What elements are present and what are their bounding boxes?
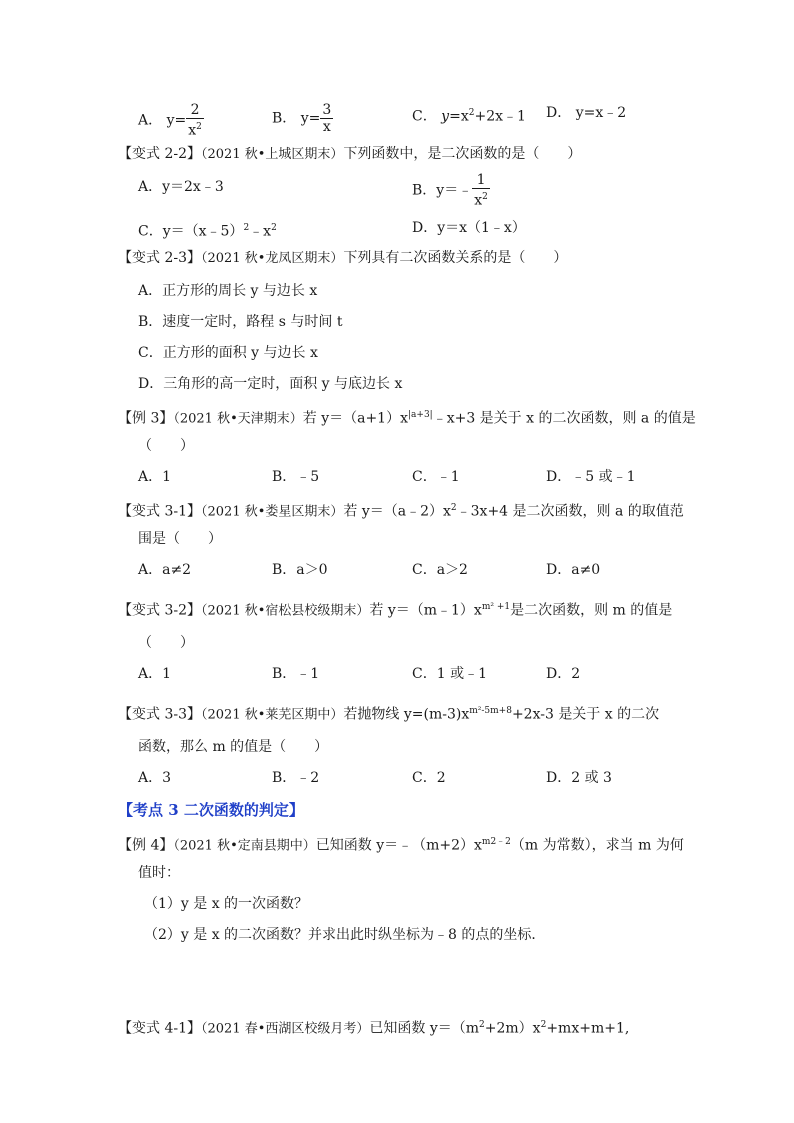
- question-tag: 【变式 4-1】: [118, 1020, 201, 1037]
- question-ex4-stem: [118, 833, 684, 856]
- option-a: A．正方形的周长 y 与边长 x: [138, 283, 318, 299]
- exponent: 2: [468, 108, 475, 118]
- denominator: [186, 119, 204, 139]
- exponent: 2: [540, 1020, 547, 1030]
- exponent: |a+3|: [408, 410, 433, 420]
- option-a: A．3: [138, 770, 172, 786]
- question-text: ﹣3x+4 是二次函数，则 a 的取值范: [456, 503, 684, 520]
- option-text: ﹣x: [249, 223, 272, 240]
- exponent: 2: [243, 223, 250, 233]
- exponent: m2﹣2: [481, 837, 511, 847]
- option-c: C．﹣1: [412, 469, 460, 485]
- option-b: B．速度一定时，路程 s 与时间 t: [138, 314, 343, 330]
- answer-paren: （ ）: [138, 635, 194, 651]
- question-text: 是二次函数，则 m 的值是: [510, 602, 673, 619]
- option-b: B．a＞0: [272, 562, 328, 578]
- question-source: （2021 秋•莱芜区期中）: [201, 707, 344, 723]
- question-source: （2021 秋•上城区期末）: [201, 147, 344, 162]
- question-text: 已知函数 y＝﹣（m+2）x: [315, 837, 482, 854]
- option-label: B．: [272, 110, 297, 127]
- denominator-base: x: [474, 192, 483, 209]
- option-d: [546, 104, 626, 122]
- option-d: D．2: [546, 666, 581, 682]
- question-v41-stem: [118, 1016, 629, 1039]
- denominator: [472, 189, 490, 209]
- option-a: A．1: [138, 666, 172, 682]
- option-c: C．正方形的面积 y 与边长 x: [138, 345, 318, 361]
- question-source: （2021 秋•宿松县校级期末）: [201, 603, 370, 619]
- exponent: 2: [479, 1020, 485, 1030]
- question-text: ﹣x+3 是关于 x 的二次函数，则 a 的值是: [432, 410, 696, 427]
- numerator: 1: [472, 172, 490, 189]
- question-source: （2021 秋•定南县期中）: [173, 838, 316, 854]
- denominator-base: x: [188, 122, 197, 139]
- option-c: C．a＞2: [412, 562, 468, 578]
- question-ex3-stem: [118, 406, 696, 429]
- exponent: 2: [482, 192, 488, 202]
- option-d: D．y＝x（1﹣x）: [412, 220, 526, 236]
- fraction: [320, 102, 333, 135]
- option-d: D．﹣5 或﹣1: [546, 469, 636, 485]
- option-b: [412, 172, 490, 209]
- exponent: 2: [450, 503, 457, 513]
- question-text: 若 y＝（m﹣1）x: [369, 602, 482, 619]
- option-c: [138, 219, 277, 241]
- option-label: C．: [412, 108, 437, 125]
- question-v22-stem: [118, 145, 581, 164]
- option-d: D．三角形的高一定时，面积 y 与底边长 x: [138, 376, 403, 392]
- exponent: m² +1: [481, 602, 511, 612]
- question-v23-stem: [118, 249, 567, 268]
- question-tag: 【例 3】: [118, 410, 174, 427]
- answer-paren: （ ）: [138, 438, 194, 454]
- question-v32-stem: [118, 598, 672, 621]
- option-label: D．: [546, 105, 572, 121]
- question-tag: 【变式 3-2】: [118, 602, 201, 619]
- question-text: （m 为常数），求当 m 为何: [510, 837, 684, 854]
- question-v31-stem: [118, 499, 684, 522]
- exponent: 2: [271, 223, 277, 233]
- question-tag: 【变式 2-2】: [118, 146, 201, 162]
- option-text: =x: [449, 108, 469, 125]
- question-text: 已知函数 y＝（m: [369, 1020, 480, 1037]
- question-text: 若 y＝（a+1）x: [302, 410, 408, 427]
- option-lhs: y=: [166, 112, 187, 129]
- option-a: A．a≠2: [138, 562, 192, 578]
- question-source: （2021 秋•龙凤区期末）: [201, 251, 344, 266]
- option-text: y=x﹣2: [575, 105, 627, 121]
- fraction: [472, 172, 490, 209]
- option-lhs: y=: [300, 110, 321, 127]
- question-text: +mx+m+1,: [546, 1020, 630, 1037]
- exponent: 2: [196, 122, 202, 132]
- question-text-cont: 值时：: [138, 865, 180, 881]
- option-c: [412, 104, 526, 126]
- question-text: 下列函数中，是二次函数的是（ ）: [343, 146, 582, 162]
- question-source: （2021 秋•娄星区期末）: [201, 504, 344, 520]
- question-v33-stem: [118, 702, 659, 725]
- option-c: C．1 或﹣1: [412, 666, 487, 682]
- fraction: [186, 102, 204, 139]
- option-label: B．y＝﹣: [412, 182, 473, 199]
- option-text: +2x﹣1: [474, 108, 526, 125]
- denominator: x: [322, 119, 331, 135]
- question-tag: 【变式 3-1】: [118, 503, 201, 520]
- option-var: y: [441, 108, 450, 125]
- question-text: 若抛物线 y=(m-3)x: [343, 706, 470, 723]
- question-text: 下列具有二次函数关系的是（ ）: [343, 250, 568, 266]
- option-b: B．﹣1: [272, 666, 320, 682]
- option-text: C．y＝（x﹣5）: [138, 223, 244, 240]
- option-a: A．y＝2x﹣3: [138, 179, 224, 195]
- question-tag: 【变式 3-3】: [118, 706, 201, 723]
- option-b: [272, 102, 333, 135]
- question-tag: 【变式 2-3】: [118, 250, 201, 266]
- option-label: A．: [138, 112, 163, 129]
- question-source: （2021 秋•天津期末）: [173, 411, 303, 427]
- section-heading: 【考点 3 二次函数的判定】: [118, 801, 304, 819]
- option-d: D．2 或 3: [546, 770, 612, 786]
- numerator: 2: [186, 102, 204, 119]
- exponent: m²-5m+8: [469, 706, 512, 716]
- question-tag: 【例 4】: [118, 837, 174, 854]
- option-d: D．a≠0: [546, 562, 601, 578]
- question-text-cont: 围是（ ）: [138, 531, 222, 547]
- numerator: 3: [322, 102, 332, 118]
- option-c: C．2: [412, 770, 446, 786]
- question-text: 若 y＝（a﹣2）x: [343, 503, 451, 520]
- sub-question-1: （1）y 是 x 的一次函数？: [144, 896, 309, 912]
- option-a: A．1: [138, 469, 172, 485]
- option-b: B．﹣5: [272, 469, 320, 485]
- question-text-cont: 函数，那么 m 的值是（ ）: [138, 739, 329, 755]
- option-a: [138, 102, 204, 139]
- question-source: （2021 春•西湖区校级月考）: [201, 1021, 370, 1037]
- option-b: B．﹣2: [272, 770, 320, 786]
- sub-question-2: （2）y 是 x 的二次函数？并求出此时纵坐标为﹣8 的点的坐标．: [144, 927, 546, 943]
- question-text: +2x-3 是关于 x 的二次: [511, 706, 660, 723]
- question-text: +2m）x: [484, 1020, 541, 1037]
